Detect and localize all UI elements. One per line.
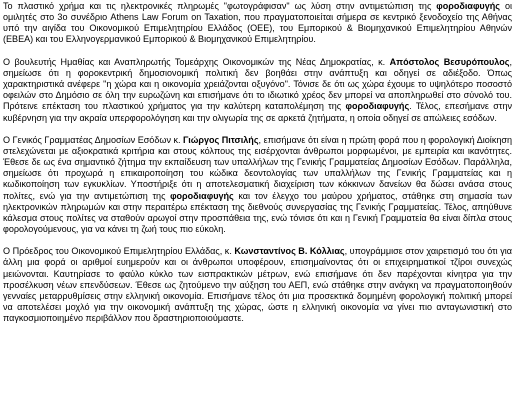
paragraph-4-speaker-name: Κωνσταντίνος Β. Κόλλιας [234,246,345,257]
paragraph-4-text-2: , υπογράμμισε στον χαιρετισμό του ότι για άλλη μια φορά οι αριθμοί ευημερούν και οι άνθρωποι υποφέρουν, επισημαίνοντας ότι οι επιχειρηματικοί τζίροι συνεχώς μειώνονται. Καυτηρίασε το φαύλο κύκλο των εισπρακτικών μέτρων, ενώ επισήμανε ότι δεν παρέχονται κίνητρα για την προσέλκυση νέων επενδύσεων. Έθεσε ως ζητούμενο την αύξηση του ΑΕΠ, ενώ στάθηκε στην ανάγκη να πραγματοποιηθούν γενναίες μεταρρυθμίσεις στην ελληνική οικονομία. Επισήμανε τέλος ότι μια προσεκτικά δομημένη φορολογική πολιτική μπορεί να αποτελέσει μοχλό για την οικονομική ανάπτυξη της χώρας, ώστε η ελληνική οικονομία να γίνει πιο ανταγωνιστική στο παγκοσμιοποιημένο περιβάλλον που δραστηριοποιούμαστε. [3,246,512,324]
paragraph-2-bold-term: φοροδιαφυγής [345,101,410,112]
paragraph-1-text-1: Το πλαστικό χρήμα και τις ηλεκτρονικές πληρωμές "φωτογράφισαν" ως λύση στην αντιμετώπιση της [3,1,437,11]
paragraph-1-text-2: οι ομιλητές στο 3ο συνέδριο Athens Law Forum on Taxation, που πραγματοποιείται σήμερα σε κεντρικό ξενοδοχείο της Αθήνας υπό την αιγίδα του Οικονομικού Επιμελητηρίου Ελλάδος (ΟΕΕ), του Εμπορικού & Βιομηχανικού Επιμελητηρίου Αθηνών (ΕΒΕΑ) και του Ελληνογερμανικού Εμπορικού & Βιομηχανικού Επιμελητηρίου. [3,1,512,45]
paragraph-2-text-2: , σημείωσε ότι η φορoκεντρική δημοσιονομική πολιτική δεν βοηθάει στην ανάπτυξη και οδηγεί σε αδιέξοδο. Όπως χαρακτηριστικά ανέφερε "η χώρα και η οικονομία χρειάζονται οξυγόνο". Τόνισε δε ότι ως χώρα έχουμε το υψηλότερο ποσοστό οφειλών στο Δημόσιο σε όλη την ευρωζώνη και επισήμανε ότι το ιδιωτικό χρέος δεν μπορεί να αποπληρωθεί στο σύνολό του. Πρότεινε επέκταση του πλαστικού χρήματος για την καλύτερη καταπολέμηση της [3,56,512,112]
paragraph-3-text-3: και τον έλεγχο του μαύρου χρήματος, στάθηκε στη σημασία των ηλεκτρονικών πληρωμών και στην περαιτέρω επέκταση της διεθνούς συνεργασίας της Γενικής Γραμματείας. Τέλος, απηύθυνε κάλεσμα στους πολίτες να σταθούν αρωγοί στην προσπάθεια της, ενώ τόνισε ότι και η Γενική Γραμματεία θα είναι δίπλα στους φορολογούμενους, για να κάνει τη ζωή τους πιο εύκολη. [3,190,512,234]
paragraph-3-bold-term: φοροδιαφυγής [170,190,234,201]
paragraph-1-bold-term: φοροδιαφυγής [436,1,500,11]
paragraph-3 [3,135,512,235]
paragraph-3-text-1: Ο Γενικός Γραμματέας Δημοσίων Εσόδων κ. [3,134,184,145]
paragraph-2-text-3: . Τέλος, επεσήμανε στην κυβέρνηση για την ακραία υπερφορολόγηση και την ολιγωρία της σε αρκετά ζητήματα, η οποία οδηγεί σε απώλειες εσόδων. [3,101,513,123]
paragraph-2 [3,57,512,124]
paragraph-4 [3,246,512,324]
paragraph-1 [3,1,512,46]
paragraph-2-speaker-name: Απόστολος Βεσυρόπουλος [389,56,510,67]
paragraph-4-text-1: Ο Πρόεδρος του Οικονομικού Επιμελητηρίου Ελλάδας, κ. [3,246,235,257]
paragraph-3-text-2: , επισήμανε ότι είναι η πρώτη φορά που η φορολογική Διοίκηση στελεχώνεται με αξιοκρατικά κριτήρια και στους κόλπους της εισέρχονται άνθρωποι μορφωμένοι, με εμπειρία και ικανότητες. Έθεσε δε ως ένα σημαντικό ζήτημα την εκπαίδευση των υπαλλήλων της Γενικής Γραμματείας Δημοσίων Εσόδων. Παράλληλα, σημείωσε ότι προχωρά η επικαιροποίηση του κώδικα δεοντολογίας των υπαλλήλων της Γενικής Γραμματείας και η κωδικοποίηση των εγκυκλίων. Υποστήριξε ότι η αποτελεσματική διαχείριση των κόκκινων δανείων θα δώσει ανάσα στους πολίτες, ενώ για την αντιμετώπιση της [3,134,512,201]
paragraph-3-speaker-name: Γιώργος Πιτσιλής [183,134,259,145]
paragraph-2-text-1: Ο βουλευτής Ημαθίας και Αναπληρωτής Τομεάρχης Οικονομικών της Νέας Δημοκρατίας, κ. [3,56,390,67]
